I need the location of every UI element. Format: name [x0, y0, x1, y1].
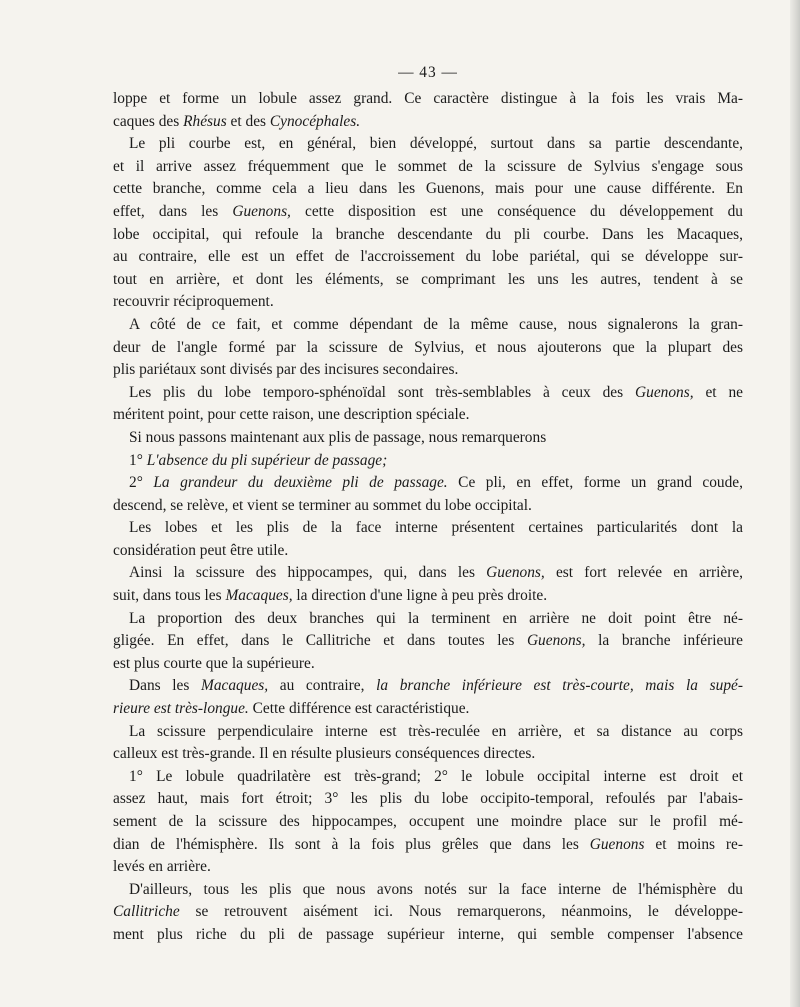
text-run: La scissure perpendiculaire interne est très-reculée en arrière, et sa distance au corps — [129, 722, 743, 740]
text-line — [113, 811, 743, 834]
text-line — [113, 269, 743, 292]
text-line — [113, 156, 743, 179]
italic-text: la branche inférieure est très-courte, mais la supé- — [376, 677, 743, 695]
text-line — [113, 359, 743, 382]
italic-text: rieure est très-longue. — [113, 700, 249, 718]
text-line — [113, 653, 743, 676]
text-line — [113, 721, 743, 744]
text-run: sement de la scissure des hippocampes, occupent une moindre place sur le profil mé- — [113, 813, 743, 830]
text-line — [113, 585, 743, 608]
text-line — [113, 675, 743, 698]
italic-text: Rhésus — [183, 112, 227, 130]
italic-text: Guenons, — [635, 383, 694, 401]
text-run: Les lobes et les plis de la face interne présentent certaines particularités dont la — [129, 519, 743, 537]
text-run: lobe occipital, qui refoule la branche descendante du pli courbe. Dans les Macaques, — [113, 225, 743, 243]
text-run: est fort relevée en arrière, — [544, 564, 744, 582]
text-run: D'ailleurs, tous les plis que nous avons notés sur la face interne de l'hémisphère du — [129, 880, 743, 898]
text-line — [113, 517, 743, 540]
italic-text: Callitriche — [113, 903, 180, 921]
text-line — [113, 495, 743, 518]
page-number: — 43 — — [398, 64, 458, 81]
italic-text: Macaques, — [225, 587, 293, 605]
text-run: Le pli courbe est, en général, bien développé, surtout dans sa partie descendante, — [129, 135, 743, 153]
text-run: se retrouvent aisément ici. Nous remarquerons, néanmoins, le développe- — [179, 903, 743, 921]
text-line — [113, 224, 743, 247]
text-run: levés en arrière. — [113, 858, 211, 876]
text-run: dian de l'hémisphère. Ils sont à la fois plus grêles que dans les — [113, 835, 590, 853]
text-run: tout en arrière, et dont les éléments, se comprimant les uns les autres, tendent à se — [113, 270, 743, 288]
text-line — [113, 178, 743, 201]
text-run: Les plis du lobe temporo-sphénoïdal sont très-semblables à ceux des — [129, 383, 636, 401]
text-run: et il arrive assez fréquemment que le sommet de la scissure de Sylvius s'engage sous — [113, 157, 743, 175]
text-line — [113, 404, 743, 427]
text-run: effet, dans les — [113, 202, 233, 220]
text-line — [113, 246, 743, 269]
text-run: descend, se relève, et vient se terminer au sommet du lobe occipital. — [113, 496, 532, 514]
text-line — [113, 924, 743, 947]
text-line — [113, 856, 743, 879]
text-run: et ne — [693, 383, 743, 401]
text-line — [113, 540, 743, 563]
text-line — [113, 766, 743, 789]
text-run: cette branche, comme cela a lieu dans les Guenons, mais pour une cause différente. En — [113, 180, 743, 198]
text-run: est plus courte que la supérieure. — [113, 654, 315, 672]
text-run: et des — [226, 112, 270, 130]
text-run: deur de l'angle formé par la scissure de Sylvius, et nous ajouterons que la plupart des — [113, 338, 743, 356]
text-line — [113, 901, 743, 924]
text-run: loppe et forme un lobule assez grand. Ce caractère distingue à la fois les vrais Ma- — [113, 90, 743, 107]
italic-text: Cynocéphales. — [269, 112, 361, 130]
text-line — [113, 698, 743, 721]
text-run: Ce pli, en effet, forme un grand coude, — [447, 474, 743, 492]
text-run: A côté de ce fait, et comme dépendant de la même cause, nous signalerons la gran- — [129, 315, 743, 333]
text-line — [113, 291, 743, 314]
text-line — [113, 743, 743, 766]
text-run: 1° Le lobule quadrilatère est très-grand; 2° le lobule occipital interne est droit et — [129, 767, 743, 785]
italic-text: La grandeur du deuxième pli de passage. — [153, 474, 448, 492]
text-run: Dans les — [129, 677, 202, 695]
italic-text: Macaques, — [201, 677, 269, 695]
text-line — [113, 562, 743, 585]
text-run: caques des — [113, 112, 184, 130]
text-run: ment plus riche du pli de passage supérieur interne, qui semble compenser l'absence — [113, 925, 743, 943]
text-run: Si nous passons maintenant aux plis de passage, nous remarquerons — [129, 428, 547, 446]
text-line — [113, 834, 743, 857]
text-line — [113, 314, 743, 337]
page-edge-shadow — [790, 0, 800, 1007]
text-line — [113, 427, 743, 450]
text-run: méritent point, pour cette raison, une description spéciale. — [113, 406, 470, 424]
text-line — [113, 608, 743, 631]
text-run: assez haut, mais fort étroit; 3° les plis du lobe occipito-temporal, refoulés par l'abais- — [113, 790, 743, 808]
text-run: recouvrir réciproquement. — [113, 293, 274, 311]
text-run: Ainsi la scissure des hippocampes, qui, dans les — [129, 564, 487, 582]
text-line — [113, 337, 743, 360]
body-text — [113, 58, 743, 947]
italic-text: Guenons, — [232, 202, 291, 220]
text-line — [113, 879, 743, 902]
text-run: gligée. En effet, dans le Callitriche et dans toutes les — [113, 632, 527, 650]
text-run: La proportion des deux branches qui la terminent en arrière ne doit point être né- — [129, 609, 743, 627]
text-run: suit, dans tous les — [113, 587, 226, 605]
text-run: au contraire, — [268, 677, 377, 695]
text-run: la branche inférieure — [585, 632, 743, 650]
text-run: considération peut être utile. — [113, 541, 289, 559]
text-line — [113, 201, 743, 224]
italic-text: Guenons, — [486, 564, 545, 582]
italic-text: L'absence du pli supérieur de passage; — [146, 451, 388, 469]
text-line — [113, 88, 743, 111]
text-line — [113, 450, 743, 473]
text-run: et moins re- — [644, 835, 744, 853]
text-run: la direction d'une ligne à peu près droite. — [292, 587, 548, 605]
text-run: cette disposition est une conséquence du développement du — [290, 202, 743, 220]
text-run: plis pariétaux sont divisés par des incisures secondaires. — [113, 361, 459, 379]
italic-text: Guenons, — [526, 632, 586, 650]
text-line — [113, 133, 743, 156]
text-line — [113, 630, 743, 653]
text-run: calleux est très-grande. Il en résulte plusieurs conséquences directes. — [113, 745, 536, 763]
text-run: 1° — [129, 451, 147, 469]
italic-text: Guenons — [589, 835, 645, 853]
text-run: 2° — [129, 474, 154, 492]
text-run: au contraire, elle est un effet de l'accroissement du lobe pariétal, qui se développe sur- — [113, 248, 743, 266]
text-line — [113, 472, 743, 495]
text-line — [113, 111, 743, 134]
text-line — [113, 788, 743, 811]
text-run: Cette différence est caractéristique. — [248, 700, 470, 718]
text-line — [113, 382, 743, 405]
